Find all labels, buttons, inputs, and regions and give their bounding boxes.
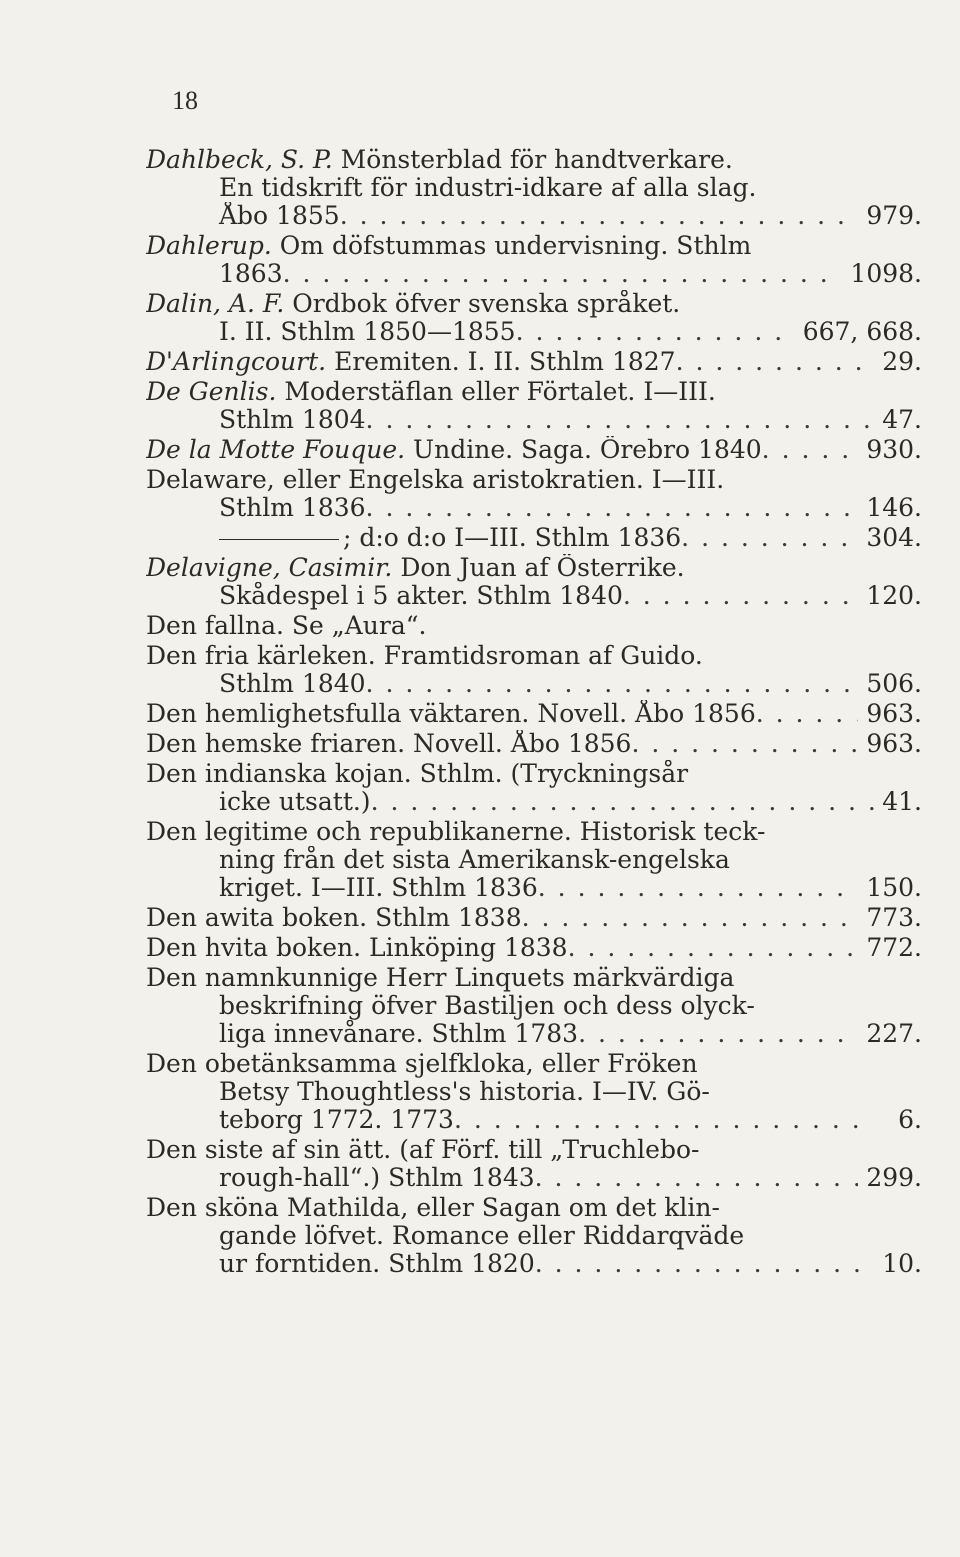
entry-page-ref: 10. bbox=[882, 1250, 922, 1278]
catalog-entry bbox=[146, 904, 922, 932]
entry-text: gande löfvet. Romance eller Riddarqväde bbox=[219, 1222, 745, 1250]
entry-line bbox=[146, 554, 922, 582]
catalog-entry bbox=[146, 290, 922, 346]
entry-text: Den fria kärleken. Framtidsroman af Guido. bbox=[146, 642, 703, 670]
entry-page-ref: 47. bbox=[882, 406, 922, 434]
entry-text: Den siste af sin ätt. (af Förf. till „Truchlebo- bbox=[146, 1136, 700, 1164]
dot-leader bbox=[538, 874, 859, 902]
entry-line bbox=[146, 582, 922, 610]
entry-author: Dahlbeck, S. P. bbox=[146, 146, 333, 174]
entry-text: ur forntiden. Sthlm 1820 bbox=[219, 1250, 535, 1278]
entry-line bbox=[146, 1020, 922, 1048]
entry-page-ref: 120. bbox=[866, 582, 922, 610]
entry-page-ref: 227. bbox=[866, 1020, 922, 1048]
entry-line bbox=[146, 1164, 922, 1192]
entry-line bbox=[146, 818, 922, 846]
entry-line bbox=[146, 466, 922, 494]
dot-leader bbox=[762, 436, 859, 464]
entry-text: beskrifning öfver Bastiljen och dess olyck- bbox=[219, 992, 755, 1020]
page-number: 18 bbox=[172, 86, 198, 115]
dot-leader bbox=[522, 904, 859, 932]
dot-leader bbox=[631, 730, 858, 758]
entry-text: Den obetänksamma sjelfkloka, eller Fröken bbox=[146, 1050, 698, 1078]
entry-text: Sthlm 1804 bbox=[219, 406, 366, 434]
entry-text: rough-hall“.) Sthlm 1843 bbox=[219, 1164, 535, 1192]
entry-page-ref: 930. bbox=[866, 436, 922, 464]
entry-author: Dalin, A. F. bbox=[146, 290, 285, 318]
catalog-entry bbox=[146, 348, 922, 376]
entry-text: ning från det sista Amerikansk-engelska bbox=[219, 846, 730, 874]
entry-text: Mönsterblad för handtverkare. bbox=[332, 146, 733, 174]
dot-leader bbox=[676, 348, 874, 376]
entry-text: Den sköna Mathilda, eller Sagan om det klin- bbox=[146, 1194, 720, 1222]
entry-text: Eremiten. I. II. Sthlm 1827 bbox=[326, 348, 676, 376]
entry-line bbox=[146, 406, 922, 434]
entry-text: ; d:o d:o I—III. Sthlm 1836 bbox=[343, 524, 682, 552]
catalog-entry bbox=[146, 700, 922, 728]
entry-page-ref: 979. bbox=[866, 202, 922, 230]
entry-page-ref: 6. bbox=[898, 1106, 922, 1134]
dot-leader bbox=[756, 700, 859, 728]
entry-page-ref: 963. bbox=[866, 700, 922, 728]
entry-line bbox=[146, 700, 922, 728]
entry-author: De Genlis. bbox=[146, 378, 277, 406]
catalog-entry bbox=[146, 378, 922, 434]
catalog-entry bbox=[146, 436, 922, 464]
entry-text: Den hemske friaren. Novell. Åbo 1856 bbox=[146, 730, 632, 758]
entry-author: D'Arlingcourt. bbox=[146, 348, 327, 376]
entry-page-ref: 1098. bbox=[850, 260, 922, 288]
catalog-entry bbox=[146, 612, 922, 640]
entry-line bbox=[146, 1250, 922, 1278]
catalog-entry bbox=[146, 554, 922, 610]
entry-page-ref: 41. bbox=[882, 788, 922, 816]
dot-leader bbox=[366, 670, 859, 698]
catalog-entry bbox=[146, 146, 922, 230]
entry-line bbox=[146, 874, 922, 902]
entry-text: liga innevånare. Sthlm 1783 bbox=[219, 1020, 579, 1048]
entry-page-ref: 304. bbox=[866, 524, 922, 552]
entry-text: 1863 bbox=[219, 260, 283, 288]
entry-page-ref: 773. bbox=[866, 904, 922, 932]
entry-page-ref: 772. bbox=[866, 934, 922, 962]
entry-text: Betsy Thoughtless's historia. I—IV. Gö- bbox=[219, 1078, 710, 1106]
dot-leader bbox=[371, 788, 874, 816]
entry-text: Undine. Saga. Örebro 1840 bbox=[405, 436, 762, 464]
entry-text: Skådespel i 5 akter. Sthlm 1840 bbox=[219, 582, 623, 610]
catalog-entry bbox=[146, 1194, 922, 1278]
catalog-entries bbox=[146, 144, 922, 1278]
entry-text: Den legitime och republikanerne. Historisk teck- bbox=[146, 818, 766, 846]
entry-line bbox=[146, 348, 922, 376]
entry-text: kriget. I—III. Sthlm 1836 bbox=[219, 874, 538, 902]
dot-leader bbox=[366, 494, 859, 522]
entry-page-ref: 299. bbox=[866, 1164, 922, 1192]
entry-line bbox=[146, 1194, 922, 1222]
entry-text: icke utsatt.) bbox=[219, 788, 371, 816]
catalog-entry bbox=[146, 1050, 922, 1134]
entry-author: De la Motte Fouque. bbox=[146, 436, 406, 464]
entry-page-ref: 29. bbox=[882, 348, 922, 376]
entry-text: Don Juan af Österrike. bbox=[392, 554, 685, 582]
entry-text: Om döfstummas undervisning. Sthlm bbox=[271, 232, 752, 260]
entry-line bbox=[146, 146, 922, 174]
catalog-entry bbox=[146, 934, 922, 962]
entry-text: Den fallna. Se „Aura“. bbox=[146, 612, 427, 640]
entry-line bbox=[146, 760, 922, 788]
entry-page-ref: 146. bbox=[866, 494, 922, 522]
entry-line bbox=[146, 260, 922, 288]
entry-line bbox=[146, 904, 922, 932]
dot-leader bbox=[681, 524, 858, 552]
entry-line bbox=[146, 964, 922, 992]
dot-leader bbox=[283, 260, 843, 288]
entry-line bbox=[146, 642, 922, 670]
entry-line bbox=[146, 494, 922, 522]
entry-author: Dahlerup. bbox=[146, 232, 272, 260]
dot-leader bbox=[535, 1250, 874, 1278]
catalog-entry bbox=[146, 1136, 922, 1192]
entry-text: Delaware, eller Engelska aristokratien. I—III. bbox=[146, 466, 725, 494]
entry-page-ref: 150. bbox=[866, 874, 922, 902]
catalog-entry bbox=[146, 524, 922, 552]
entry-line bbox=[146, 524, 922, 552]
entry-text: Ordbok öfver svenska språket. bbox=[284, 290, 681, 318]
entry-text: Sthlm 1840 bbox=[219, 670, 366, 698]
entry-text: Den hemlighetsfulla väktaren. Novell. Åbo 1856 bbox=[146, 700, 756, 728]
catalog-entry bbox=[146, 760, 922, 816]
entry-line bbox=[146, 378, 922, 406]
entry-line bbox=[146, 174, 922, 202]
entry-text: Den hvita boken. Linköping 1838 bbox=[146, 934, 568, 962]
entry-line bbox=[146, 612, 922, 640]
catalog-entry bbox=[146, 232, 922, 288]
entry-line bbox=[146, 1222, 922, 1250]
entry-line bbox=[146, 846, 922, 874]
entry-line bbox=[146, 232, 922, 260]
entry-text: En tidskrift för industri-idkare af alla slag. bbox=[219, 174, 757, 202]
catalog-entry bbox=[146, 642, 922, 698]
dot-leader bbox=[623, 582, 858, 610]
entry-line bbox=[146, 1078, 922, 1106]
dot-leader bbox=[340, 202, 859, 230]
dot-leader bbox=[578, 1020, 858, 1048]
catalog-entry bbox=[146, 730, 922, 758]
catalog-entry bbox=[146, 466, 922, 522]
dot-leader bbox=[516, 318, 795, 346]
entry-page-ref: 963. bbox=[866, 730, 922, 758]
dot-leader bbox=[535, 1164, 859, 1192]
entry-line bbox=[146, 788, 922, 816]
entry-text: Åbo 1855 bbox=[219, 202, 340, 230]
entry-text: Den awita boken. Sthlm 1838 bbox=[146, 904, 522, 932]
entry-line bbox=[146, 290, 922, 318]
entry-line bbox=[146, 202, 922, 230]
entry-text: teborg 1772. 1773 bbox=[219, 1106, 454, 1134]
entry-text: Moderstäflan eller Förtalet. I—III. bbox=[276, 378, 716, 406]
entry-line bbox=[146, 670, 922, 698]
entry-page-ref: 506. bbox=[866, 670, 922, 698]
entry-text: Den indianska kojan. Sthlm. (Tryckningsår bbox=[146, 760, 689, 788]
entry-text: Sthlm 1836 bbox=[219, 494, 366, 522]
entry-line bbox=[146, 992, 922, 1020]
entry-line bbox=[146, 1106, 922, 1134]
entry-text: Den namnkunnige Herr Linquets märkvärdiga bbox=[146, 964, 735, 992]
dot-leader bbox=[366, 406, 874, 434]
catalog-entry bbox=[146, 818, 922, 902]
entry-text: I. II. Sthlm 1850—1855 bbox=[219, 318, 516, 346]
dot-leader bbox=[568, 934, 859, 962]
entry-line bbox=[146, 318, 922, 346]
catalog-entry bbox=[146, 964, 922, 1048]
entry-line bbox=[146, 730, 922, 758]
entry-line bbox=[146, 436, 922, 464]
entry-line bbox=[146, 934, 922, 962]
entry-line bbox=[146, 1136, 922, 1164]
dot-leader bbox=[454, 1106, 874, 1134]
entry-line bbox=[146, 1050, 922, 1078]
entry-author: Delavigne, Casimir. bbox=[146, 554, 393, 582]
ditto-dash bbox=[219, 539, 339, 540]
entry-page-ref: 667, 668. bbox=[802, 318, 922, 346]
